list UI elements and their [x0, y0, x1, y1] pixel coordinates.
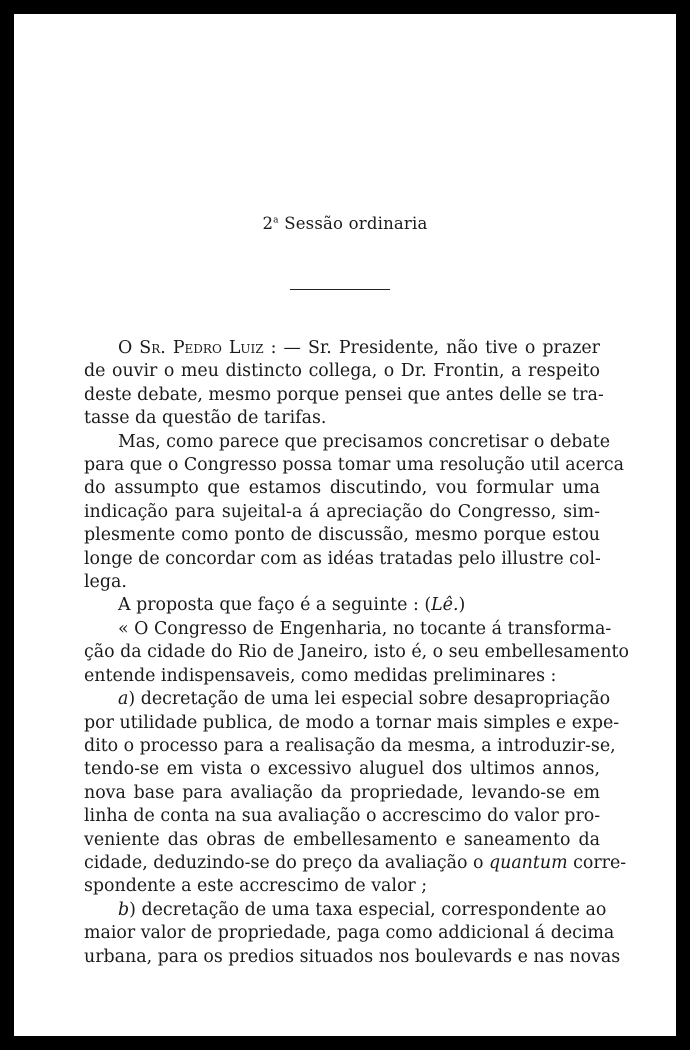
text-line: veniente das obras de embellesamento e saneamento da [84, 829, 600, 850]
line-text: ) decretação de uma lei especial sobre desapropriação [128, 689, 611, 710]
text-line: tendo-se em vista o excessivo aluguel dos ultimos annos, [84, 759, 600, 780]
text-line: Mas, como parece que precisamos concretisar o debate [118, 431, 611, 452]
line-text: ) decretação de uma taxa especial, correspondente ao [129, 899, 607, 920]
text-line: lega. [84, 572, 127, 593]
heading-superscript: a [273, 215, 279, 226]
text-line: nova base para avaliação da propriedade, levando-se em [84, 782, 600, 803]
text-line: maior valor de propriedade, paga como addicional á decima [84, 923, 615, 944]
latin-term: quantum [488, 852, 568, 873]
text-line [84, 899, 607, 922]
line-text: cidade, deduzindo-se do preço da avaliação o [84, 852, 489, 873]
heading-title: Sessão ordinaria [284, 214, 428, 233]
line-text: corre- [567, 852, 627, 873]
text-line: indicação para sujeital-a á apreciação do Congresso, sim- [84, 501, 600, 522]
text-line: ção da cidade do Rio de Janeiro, isto é, o seu embellesamento [84, 642, 629, 663]
stage-direction: Lê. [431, 595, 459, 616]
text-line: deste debate, mesmo porque pensei que antes delle se tra- [84, 384, 604, 405]
text-line [84, 852, 627, 875]
heading-number: 2 [262, 214, 274, 233]
speaker-name: O Sr. Pedro Luiz [118, 338, 264, 358]
line-text: : — Sr. Presidente, não tive o prazer [263, 338, 600, 358]
text-line: plesmente como ponto de discussão, mesmo porque estou [84, 525, 600, 546]
text-line: entende indispensaveis, como medidas preliminares : [84, 665, 557, 686]
separator-rule [290, 289, 390, 290]
text-line: por utilidade publica, de modo a tornar mais simples e expe- [84, 712, 620, 733]
text-line: de ouvir o meu distincto collega, o Dr. Frontin, a respeito [84, 361, 600, 382]
text-line: « O Congresso de Engenharia, no tocante á transforma- [118, 618, 612, 639]
item-letter: b [118, 899, 130, 920]
text-line: linha de conta na sua avaliação o accrescimo do valor pro- [84, 806, 601, 827]
text-line: spondente a este accrescimo de valor ; [84, 876, 428, 897]
line-text: A proposta que faço é a seguinte : ( [118, 595, 432, 616]
text-line [84, 594, 600, 617]
text-line: para que o Congresso possa tomar uma resolução util acerca [84, 455, 625, 476]
text-line: longe de concordar com as idéas tratadas pelo illustre col- [84, 548, 601, 569]
text-line: do assumpto que estamos discutindo, vou formular uma [84, 478, 600, 499]
session-heading [14, 214, 676, 233]
text-line: dito o processo para a realisação da mesma, a introduzir-se, [84, 735, 616, 756]
text-line: tasse da questão de tarifas. [84, 408, 327, 429]
speech-body [84, 337, 629, 969]
text-line [84, 337, 600, 360]
text-line: urbana, para os predios situados nos boulevards e nas novas [84, 946, 621, 967]
document-page [14, 14, 676, 1036]
line-text: ) [458, 595, 466, 616]
item-letter: a [118, 689, 129, 710]
text-line [84, 688, 611, 711]
